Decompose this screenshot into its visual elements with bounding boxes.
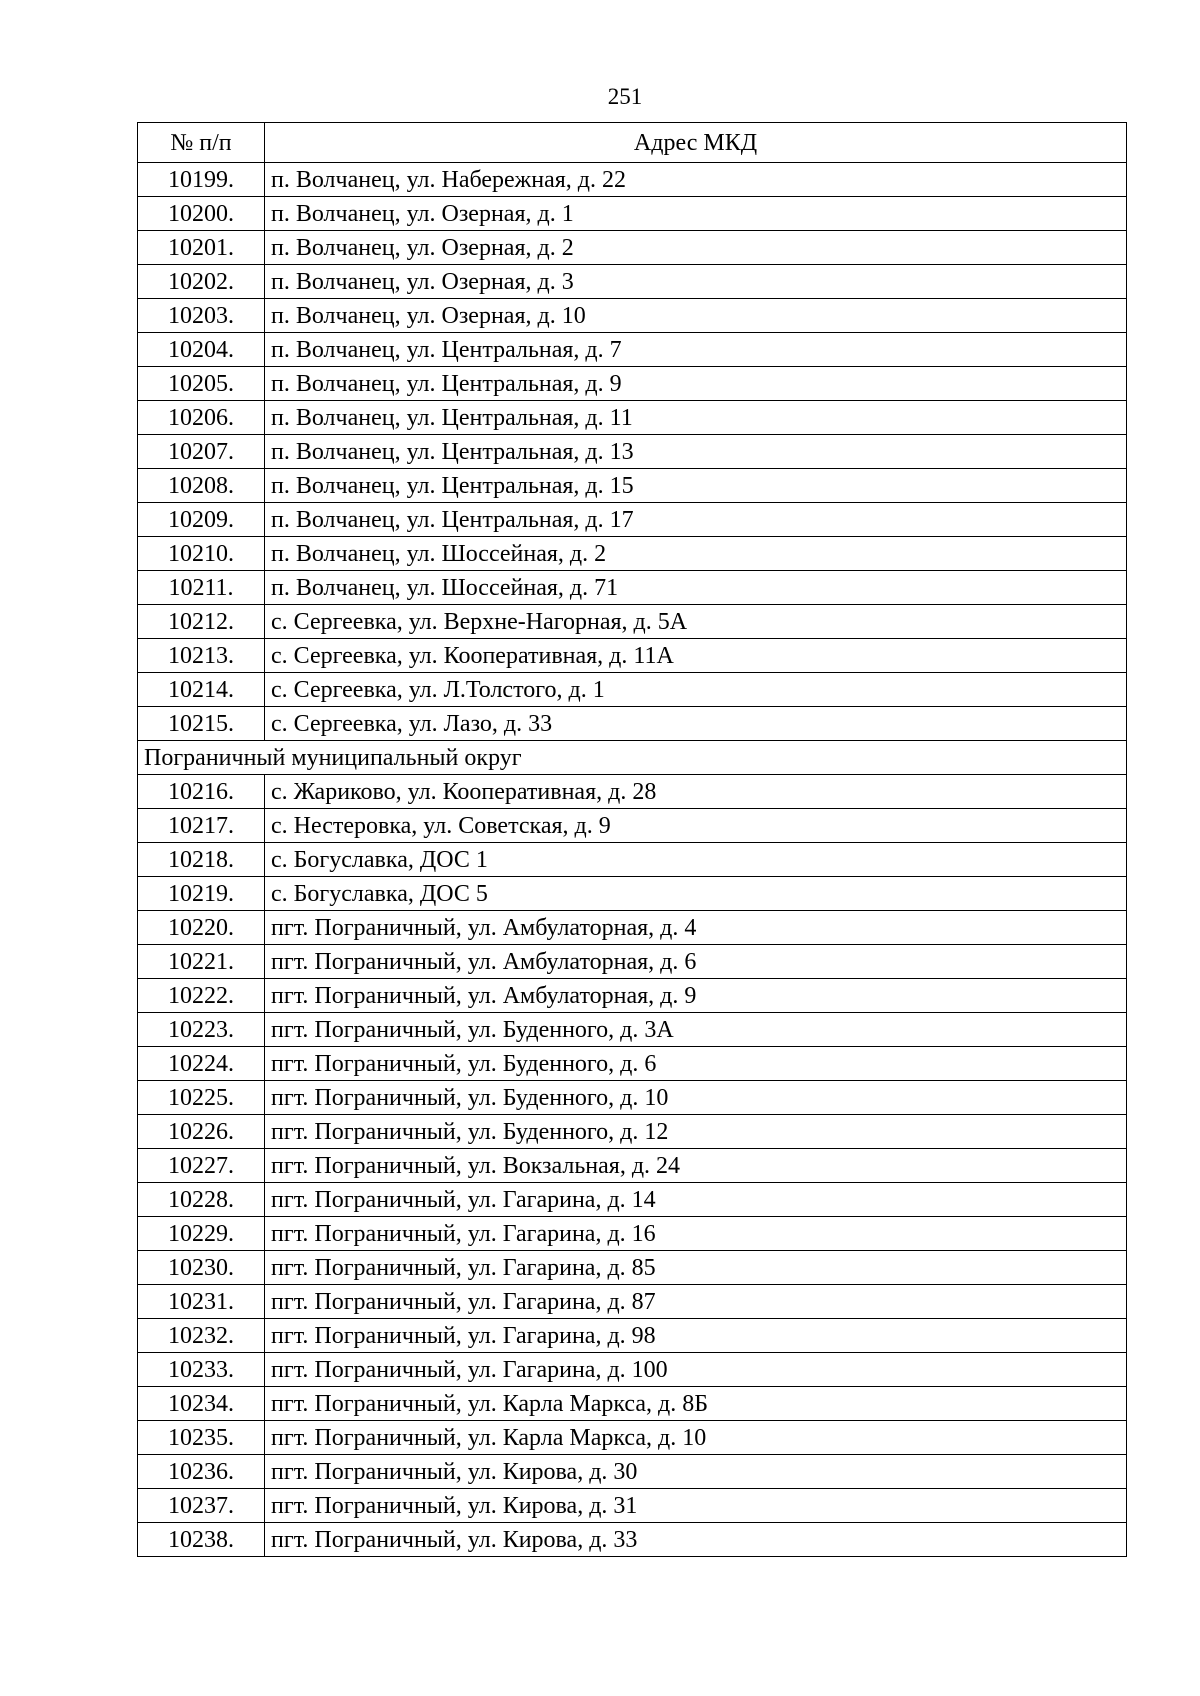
row-number: 10228. (138, 1183, 265, 1217)
row-address: пгт. Пограничный, ул. Буденного, д. 6 (265, 1047, 1127, 1081)
table-row (138, 1115, 1127, 1149)
row-number: 10218. (138, 843, 265, 877)
row-address: с. Сергеевка, ул. Лазо, д. 33 (265, 707, 1127, 741)
row-number: 10215. (138, 707, 265, 741)
row-address: п. Волчанец, ул. Озерная, д. 10 (265, 299, 1127, 333)
row-number: 10217. (138, 809, 265, 843)
row-number: 10211. (138, 571, 265, 605)
row-number: 10234. (138, 1387, 265, 1421)
table-row (138, 1285, 1127, 1319)
table-row (138, 1149, 1127, 1183)
column-header-number: № п/п (138, 123, 265, 163)
row-address: п. Волчанец, ул. Шоссейная, д. 2 (265, 537, 1127, 571)
row-address: п. Волчанец, ул. Шоссейная, д. 71 (265, 571, 1127, 605)
table-row (138, 775, 1127, 809)
row-address: п. Волчанец, ул. Центральная, д. 17 (265, 503, 1127, 537)
row-address: пгт. Пограничный, ул. Амбулаторная, д. 6 (265, 945, 1127, 979)
row-address: п. Волчанец, ул. Набережная, д. 22 (265, 163, 1127, 197)
row-number: 10212. (138, 605, 265, 639)
row-number: 10213. (138, 639, 265, 673)
page-number: 251 (607, 84, 643, 109)
row-number: 10236. (138, 1455, 265, 1489)
row-address: пгт. Пограничный, ул. Кирова, д. 33 (265, 1523, 1127, 1557)
row-number: 10220. (138, 911, 265, 945)
table-row (138, 673, 1127, 707)
column-header-address: Адрес МКД (265, 123, 1127, 163)
row-address: п. Волчанец, ул. Центральная, д. 9 (265, 367, 1127, 401)
section-row (138, 741, 1127, 775)
row-number: 10201. (138, 231, 265, 265)
table-row (138, 367, 1127, 401)
table-row (138, 1523, 1127, 1557)
row-address: п. Волчанец, ул. Центральная, д. 7 (265, 333, 1127, 367)
row-number: 10204. (138, 333, 265, 367)
table-header-row (138, 123, 1127, 163)
table-row (138, 197, 1127, 231)
table-row (138, 1183, 1127, 1217)
mkd-address-table (137, 122, 1127, 1557)
row-address: пгт. Пограничный, ул. Карла Маркса, д. 8Б (265, 1387, 1127, 1421)
row-address: с. Нестеровка, ул. Советская, д. 9 (265, 809, 1127, 843)
row-address: с. Жариково, ул. Кооперативная, д. 28 (265, 775, 1127, 809)
table-row (138, 1081, 1127, 1115)
row-number: 10219. (138, 877, 265, 911)
table-row (138, 1047, 1127, 1081)
table-row (138, 1251, 1127, 1285)
row-number: 10207. (138, 435, 265, 469)
row-address: пгт. Пограничный, ул. Гагарина, д. 87 (265, 1285, 1127, 1319)
row-number: 10203. (138, 299, 265, 333)
table-row (138, 843, 1127, 877)
table-body (138, 163, 1127, 1557)
table-row (138, 1013, 1127, 1047)
table-row (138, 503, 1127, 537)
row-number: 10231. (138, 1285, 265, 1319)
row-address: пгт. Пограничный, ул. Амбулаторная, д. 4 (265, 911, 1127, 945)
row-number: 10223. (138, 1013, 265, 1047)
row-address: п. Волчанец, ул. Озерная, д. 2 (265, 231, 1127, 265)
row-number: 10222. (138, 979, 265, 1013)
row-number: 10206. (138, 401, 265, 435)
row-number: 10237. (138, 1489, 265, 1523)
row-address: п. Волчанец, ул. Центральная, д. 11 (265, 401, 1127, 435)
table-row (138, 1319, 1127, 1353)
table-row (138, 809, 1127, 843)
row-address: пгт. Пограничный, ул. Гагарина, д. 100 (265, 1353, 1127, 1387)
row-address: пгт. Пограничный, ул. Карла Маркса, д. 10 (265, 1421, 1127, 1455)
row-address: пгт. Пограничный, ул. Буденного, д. 12 (265, 1115, 1127, 1149)
section-title: Пограничный муниципальный округ (138, 741, 1127, 775)
table-row (138, 163, 1127, 197)
row-number: 10233. (138, 1353, 265, 1387)
table-row (138, 1421, 1127, 1455)
table-row (138, 877, 1127, 911)
row-number: 10205. (138, 367, 265, 401)
table-row (138, 435, 1127, 469)
row-number: 10225. (138, 1081, 265, 1115)
table-row (138, 1489, 1127, 1523)
row-number: 10232. (138, 1319, 265, 1353)
table-row (138, 333, 1127, 367)
row-number: 10227. (138, 1149, 265, 1183)
row-number: 10226. (138, 1115, 265, 1149)
row-number: 10210. (138, 537, 265, 571)
table-row (138, 605, 1127, 639)
row-number: 10229. (138, 1217, 265, 1251)
row-address: пгт. Пограничный, ул. Гагарина, д. 16 (265, 1217, 1127, 1251)
row-address: пгт. Пограничный, ул. Кирова, д. 31 (265, 1489, 1127, 1523)
row-address: п. Волчанец, ул. Центральная, д. 13 (265, 435, 1127, 469)
row-address: с. Сергеевка, ул. Верхне-Нагорная, д. 5А (265, 605, 1127, 639)
row-address: пгт. Пограничный, ул. Гагарина, д. 14 (265, 1183, 1127, 1217)
row-number: 10209. (138, 503, 265, 537)
row-number: 10238. (138, 1523, 265, 1557)
row-address: с. Богуславка, ДОС 1 (265, 843, 1127, 877)
table-row (138, 231, 1127, 265)
row-number: 10230. (138, 1251, 265, 1285)
table-row (138, 299, 1127, 333)
row-number: 10208. (138, 469, 265, 503)
row-address: п. Волчанец, ул. Озерная, д. 3 (265, 265, 1127, 299)
table-row (138, 1387, 1127, 1421)
row-number: 10200. (138, 197, 265, 231)
table-row (138, 639, 1127, 673)
row-address: пгт. Пограничный, ул. Буденного, д. 10 (265, 1081, 1127, 1115)
row-address: п. Волчанец, ул. Центральная, д. 15 (265, 469, 1127, 503)
row-number: 10216. (138, 775, 265, 809)
row-address: с. Сергеевка, ул. Кооперативная, д. 11А (265, 639, 1127, 673)
table-row (138, 707, 1127, 741)
row-address: с. Сергеевка, ул. Л.Толстого, д. 1 (265, 673, 1127, 707)
table-row (138, 265, 1127, 299)
table-row (138, 979, 1127, 1013)
table-row (138, 469, 1127, 503)
row-address: с. Богуславка, ДОС 5 (265, 877, 1127, 911)
row-number: 10202. (138, 265, 265, 299)
row-address: пгт. Пограничный, ул. Вокзальная, д. 24 (265, 1149, 1127, 1183)
table-row (138, 911, 1127, 945)
table-row (138, 571, 1127, 605)
table-row (138, 1353, 1127, 1387)
table-row (138, 945, 1127, 979)
row-number: 10221. (138, 945, 265, 979)
table-row (138, 1217, 1127, 1251)
row-number: 10214. (138, 673, 265, 707)
row-number: 10235. (138, 1421, 265, 1455)
table-row (138, 1455, 1127, 1489)
row-address: пгт. Пограничный, ул. Кирова, д. 30 (265, 1455, 1127, 1489)
table-row (138, 401, 1127, 435)
row-address: пгт. Пограничный, ул. Амбулаторная, д. 9 (265, 979, 1127, 1013)
row-number: 10224. (138, 1047, 265, 1081)
row-address: пгт. Пограничный, ул. Гагарина, д. 98 (265, 1319, 1127, 1353)
row-address: пгт. Пограничный, ул. Гагарина, д. 85 (265, 1251, 1127, 1285)
row-address: п. Волчанец, ул. Озерная, д. 1 (265, 197, 1127, 231)
row-address: пгт. Пограничный, ул. Буденного, д. 3А (265, 1013, 1127, 1047)
row-number: 10199. (138, 163, 265, 197)
table-row (138, 537, 1127, 571)
